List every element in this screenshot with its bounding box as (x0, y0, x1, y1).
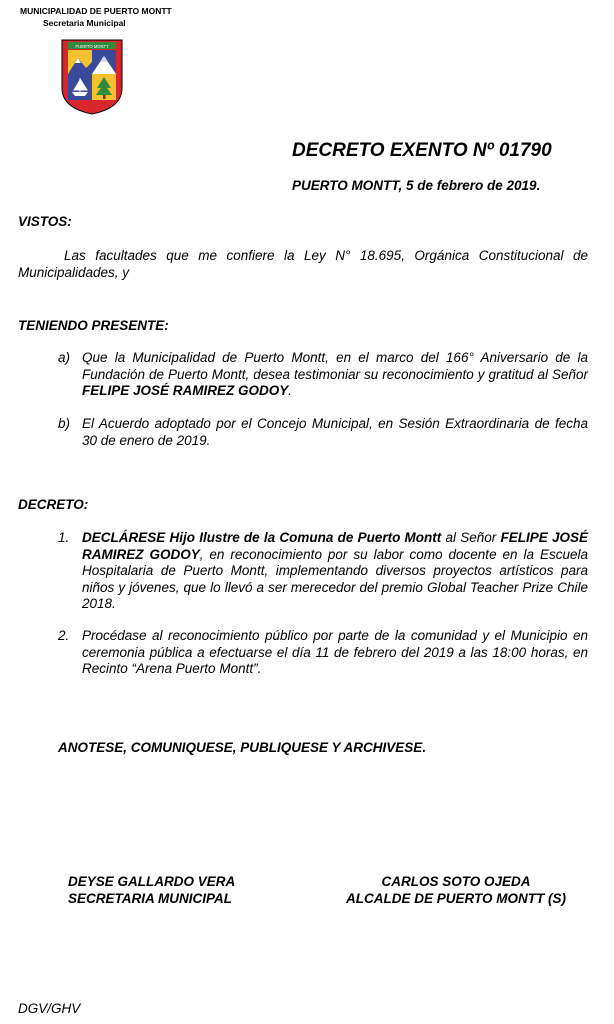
decreto-item-2: Procédase al reconocimiento público por parte de la comunidad y el Municipio en ceremonia pública a efectuarse el día 11 de febrero del 2019 a las 18:00 horas, en Recinto “Arena Puerto Montt”. (82, 628, 588, 676)
item-marker: b) (58, 416, 71, 431)
vistos-text: Las facultades que me confiere la Ley N° 18.695, Orgánica Constitucional de Municipalidades, y (18, 248, 588, 280)
signature-mayor (346, 873, 566, 907)
crest-label: PUERTO MONTT (75, 44, 109, 49)
honoree-name: FELIPE JOSÉ RAMIREZ GODOY (82, 383, 289, 398)
item-marker: a) (58, 350, 71, 365)
vistos-heading: VISTOS: (18, 214, 72, 229)
declaration-bold: DECLÁRESE Hijo Ilustre de la Comuna de Puerto Montt (82, 530, 442, 545)
decreto-heading: DECRETO: (18, 497, 89, 512)
signer-role: SECRETARIA MUNICIPAL (68, 891, 232, 906)
signer-name: DEYSE GALLARDO VERA (68, 874, 236, 889)
item-text-end: . (288, 383, 293, 398)
item-text-end: , en reconocimiento por su labor como docente en la Escuela Hospitalaria de Puerto Montt, implementando diversos proyectos artísticos para niños y jóvenes, que lo llevó a ser merecedor del premio Global Teacher Prize Chile 2018. (82, 546, 588, 611)
item-marker: 1. (58, 530, 70, 545)
closing-formula: ANOTESE, COMUNIQUESE, PUBLIQUESE Y ARCHIVESE. (58, 740, 427, 755)
teniendo-heading: TENIENDO PRESENTE: (18, 318, 169, 333)
teniendo-item-a (82, 350, 588, 400)
item-text: Que la Municipalidad de Puerto Montt, en el marco del 166° Aniversario de la Fundación de Puerto Montt, desea testimoniar su reconocimiento y gratitud al Señor (82, 350, 588, 382)
teniendo-item-b: El Acuerdo adoptado por el Concejo Municipal, en Sesión Extraordinaria de fecha 30 de enero de 2019. (82, 416, 588, 448)
department-name: Secretaria Municipal (43, 18, 126, 28)
coat-of-arms-icon (60, 38, 124, 116)
decreto-item-1 (82, 530, 588, 613)
decree-title: DECRETO EXENTO Nº 01790 (292, 140, 552, 161)
honoree-name: FELIPE JOSÉ RAMIREZ GODOY (82, 530, 588, 562)
item-marker: 2. (58, 628, 70, 643)
signer-role: ALCALDE DE PUERTO MONTT (S) (346, 891, 567, 906)
municipality-name: MUNICIPALIDAD DE PUERTO MONTT (20, 6, 172, 16)
decree-place-date: PUERTO MONTT, 5 de febrero de 2019. (292, 178, 541, 193)
municipal-crest (60, 38, 124, 116)
item-text: al Señor (441, 530, 501, 545)
signature-secretary (68, 873, 235, 907)
signer-name: CARLOS SOTO OJEDA (381, 874, 531, 889)
reference-initials: DGV/GHV (18, 1001, 81, 1016)
